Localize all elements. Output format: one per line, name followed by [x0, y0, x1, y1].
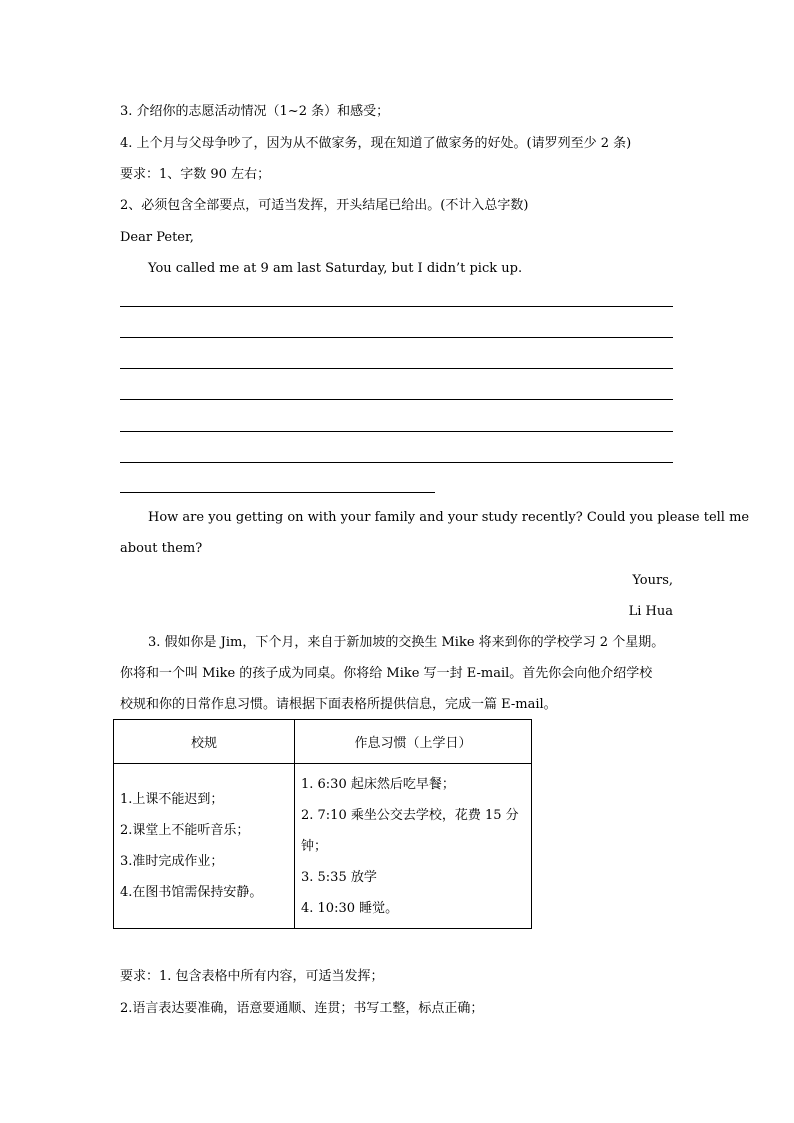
routine-item: 1. 6:30 起床然后吃早餐； [301, 776, 455, 792]
task3-line-3: 校规和你的日常作息习惯。请根据下面表格所提供信息，完成一篇 E-mail。 [120, 697, 557, 712]
task3-line-1: 3. 假如你是 Jim，下个月，来自于新加坡的交换生 Mike 将来到你的学校学习 2 个星期。 [148, 635, 665, 650]
final-requirement-2: 2.语言表达要准确，语意要通顺、连贯；书写工整，标点正确； [120, 1001, 484, 1016]
writing-line [120, 337, 673, 338]
letter-greeting: Dear Peter, [120, 230, 194, 245]
letter-closing-line-1: How are you getting on with your family and your study recently? Could you please tell me [148, 510, 750, 525]
routine-item: 钟； [301, 838, 328, 854]
requirement-1: 要求：1、字数 90 左右； [120, 167, 271, 182]
task-point-3: 3. 介绍你的志愿活动情况（1~2 条）和感受； [120, 104, 390, 119]
writing-line [120, 306, 673, 307]
rule-item: 2.课堂上不能听音乐； [120, 823, 250, 838]
task3-line-2: 你将和一个叫 Mike 的孩子成为同桌。你将给 Mike 写一封 E-mail。首先你会向他介绍学校 [120, 666, 653, 681]
writing-line-short [120, 492, 435, 493]
writing-line [120, 399, 673, 400]
routine-item: 4. 10:30 睡觉。 [301, 900, 399, 916]
school-rules-cell [114, 764, 295, 929]
writing-line [120, 431, 673, 432]
daily-routine-cell [295, 764, 532, 929]
letter-opening: You called me at 9 am last Saturday, but I didn’t pick up. [148, 261, 523, 276]
info-table [113, 719, 532, 929]
letter-signoff: Yours, [632, 573, 673, 588]
writing-line [120, 368, 673, 369]
table-header-school-rules: 校规 [114, 720, 295, 764]
letter-signature: Li Hua [628, 604, 673, 619]
writing-line [120, 462, 673, 463]
task-point-4: 4. 上个月与父母争吵了，因为从不做家务，现在知道了做家务的好处。(请罗列至少 2 条) [120, 136, 632, 151]
final-requirement-1: 要求：1. 包含表格中所有内容，可适当发挥； [120, 969, 384, 984]
rule-item: 1.上课不能迟到； [120, 792, 224, 807]
table-header-daily-routine: 作息习惯（上学日） [295, 720, 532, 764]
letter-closing-line-2: about them? [120, 541, 203, 556]
requirement-2: 2、必须包含全部要点，可适当发挥，开头结尾已给出。(不计入总字数) [120, 198, 529, 213]
rule-item: 4.在图书馆需保持安静。 [120, 885, 263, 900]
rule-item: 3.准时完成作业； [120, 854, 224, 869]
routine-item: 2. 7:10 乘坐公交去学校，花费 15 分 [301, 807, 519, 823]
routine-item: 3. 5:35 放学 [301, 869, 377, 885]
